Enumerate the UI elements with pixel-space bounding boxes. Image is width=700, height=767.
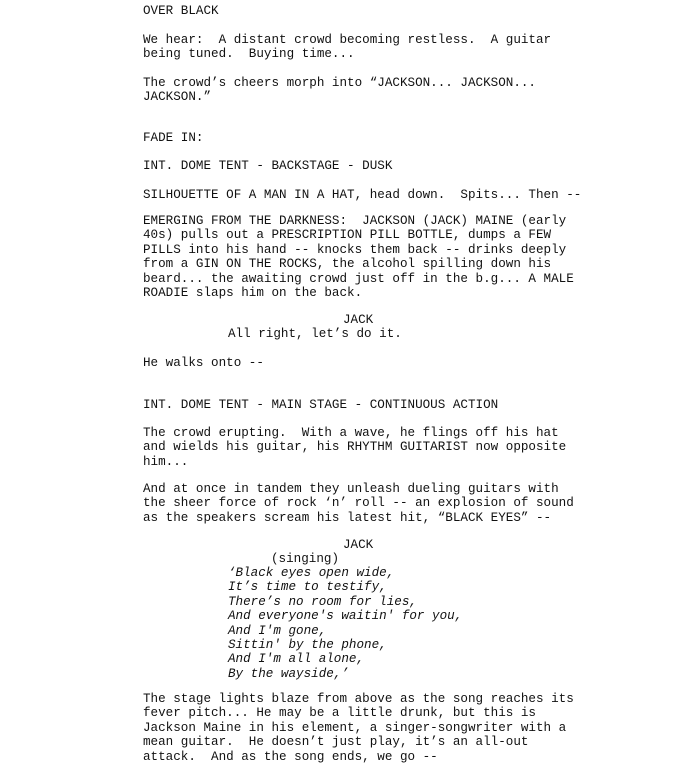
transition-fade-in: FADE IN:: [143, 131, 204, 145]
action-paragraph: We hear: A distant crowd becoming restless. A guitar being tuned. Buying time...: [143, 33, 552, 62]
scene-heading: INT. DOME TENT - BACKSTAGE - DUSK: [143, 159, 393, 173]
action-paragraph: And at once in tandem they unleash dueling guitars with the sheer force of rock ‘n’ roll -- an explosion of sound as the speakers scream his latest hit, “BLACK EYES” --: [143, 482, 574, 525]
dialogue: All right, let’s do it.: [228, 327, 402, 341]
song-lyrics: ‘Black eyes open wide, It’s time to testify, There’s no room for lies, And everyone's waitin' for you, And I'm gone, Sittin' by the phone, And I'm all alone, By the wayside,’: [228, 566, 463, 681]
action-paragraph: The crowd erupting. With a wave, he flings off his hat and wields his guitar, his RHYTHM GUITARIST now opposite him...: [143, 426, 567, 469]
character-name: JACK: [343, 313, 374, 327]
over-black-heading: OVER BLACK: [143, 4, 219, 18]
character-name: JACK: [343, 538, 374, 552]
scene-heading: INT. DOME TENT - MAIN STAGE - CONTINUOUS ACTION: [143, 398, 499, 412]
parenthetical: (singing): [271, 552, 340, 566]
action-paragraph: He walks onto --: [143, 356, 264, 370]
action-paragraph: EMERGING FROM THE DARKNESS: JACKSON (JACK) MAINE (early 40s) pulls out a PRESCRIPTION PILL BOTTLE, dumps a FEW PILLS into his hand -- knocks them back -- drinks deeply from a GIN ON THE ROCKS, the alcohol spilling down his beard... the awaiting crowd just off in the b.g... A MALE ROADIE slaps him on the back.: [143, 214, 574, 301]
action-paragraph: The stage lights blaze from above as the song reaches its fever pitch... He may be a little drunk, but this is Jackson Maine in his element, a singer-songwriter with a mean guitar. He doesn’t just play, it’s an all-out attack. And as the song ends, we go --: [143, 692, 574, 764]
action-paragraph: SILHOUETTE OF A MAN IN A HAT, head down. Spits... Then --: [143, 188, 582, 202]
action-paragraph: The crowd’s cheers morph into “JACKSON... JACKSON... JACKSON.”: [143, 76, 536, 105]
